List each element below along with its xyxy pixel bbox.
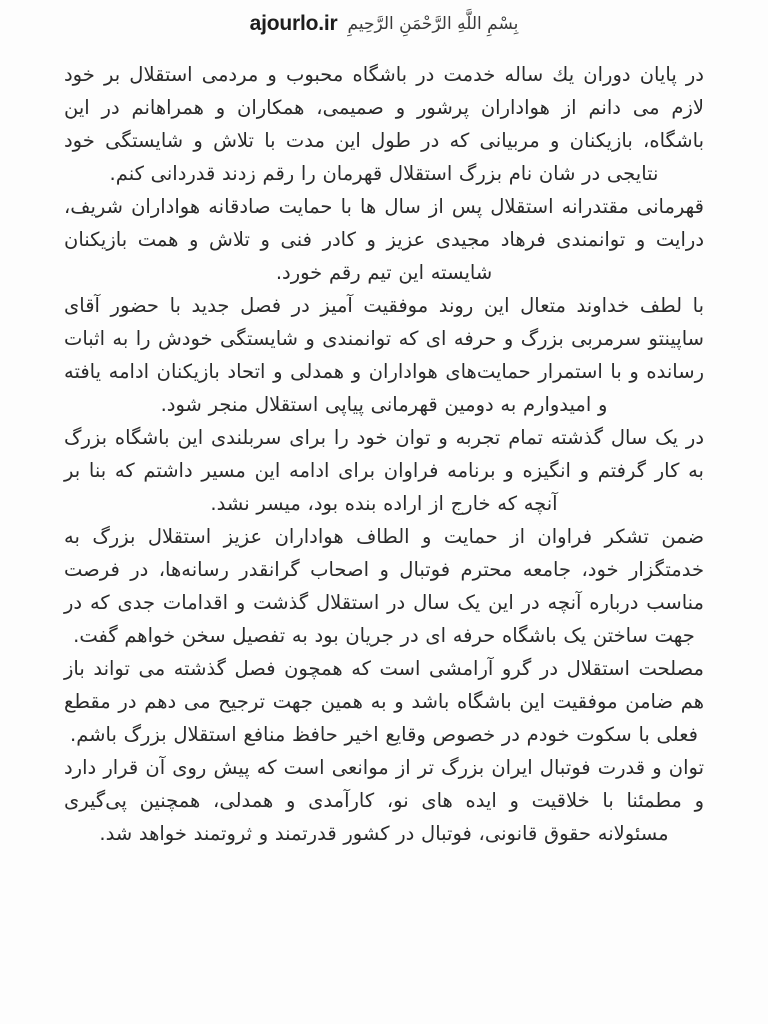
paragraph: در پایان دوران یك ساله خدمت در باشگاه محبوب و مردمی استقلال بر خود لازم می دانم از هواداران پرشور و صمیمی، همکاران و همراهانم در این باشگاه، بازیکنان و مربیانی که در طول این مدت با تلاش و شایستگی خود نتایجی در شان نام بزرگ استقلال قهرمان را رقم زدند قدردانی کنم.	[64, 63, 704, 185]
site-watermark: ajourlo.ir	[249, 12, 338, 35]
statement-body	[64, 58, 704, 850]
paragraph: ضمن تشکر فراوان از حمایت و الطاف هواداران عزیز استقلال بزرگ به خدمتگزار خود، جامعه محترم فوتبال و اصحاب گرانقدر رسانه‌ها، در فرصت مناسب درباره آنچه در این یک سال در استقلال گذشت و اقدامات جدی که در جهت ساختن یک باشگاه حرفه ای در جریان بود به تفصیل سخن خواهم گفت.	[64, 525, 704, 647]
basmala-text: بِسْمِ اللَّهِ الرَّحْمَنِ الرَّحِيمِ	[347, 14, 519, 34]
paragraph: مصلحت استقلال در گرو آرامشی است که همچون فصل گذشته می تواند باز هم ضامن موفقیت این باشگاه باشد و به همین جهت ترجیح می دهم در مقطع فعلی با سکوت خودم در خصوص وقایع اخیر حافظ منافع استقلال بزرگ باشم.	[64, 657, 704, 746]
paragraph: توان و قدرت فوتبال ایران بزرگ تر از موانعی است که پیش روی آن قرار دارد و مطمئنا با خلاقیت و ایده های نو، کارآمدی و همدلی، همچنین پی‌گیری مسئولانه حقوق قانونی، فوتبال در کشور قدرتمند و ثروتمند خواهد شد.	[64, 756, 704, 845]
paragraph: در یک سال گذشته تمام تجربه و توان خود را برای سربلندی این باشگاه بزرگ به کار گرفتم و انگیزه و برنامه فراوان برای ادامه این مسیر داشتم که بنا بر آنچه که خارج از اراده بنده بود، میسر نشد.	[64, 426, 704, 515]
paragraph: با لطف خداوند متعال این روند موفقیت آمیز در فصل جدید با حضور آقای ساپینتو سرمربی بزرگ و حرفه ای که توانمندی و شایستگی خودش را به اثبات رسانده و با استمرار حمایت‌های هواداران و همدلی و اتحاد بازیکنان ادامه یافته و امیدوارم به دومین قهرمانی پیاپی استقلال منجر شود.	[64, 294, 704, 416]
document-header	[0, 6, 768, 42]
paragraph: قهرمانی مقتدرانه استقلال پس از سال ها با حمایت صادقانه هواداران شریف، درایت و توانمندی فرهاد مجیدی عزیز و کادر فنی و تلاش و همت بازیکنان شایسته این تیم رقم خورد.	[64, 195, 704, 284]
